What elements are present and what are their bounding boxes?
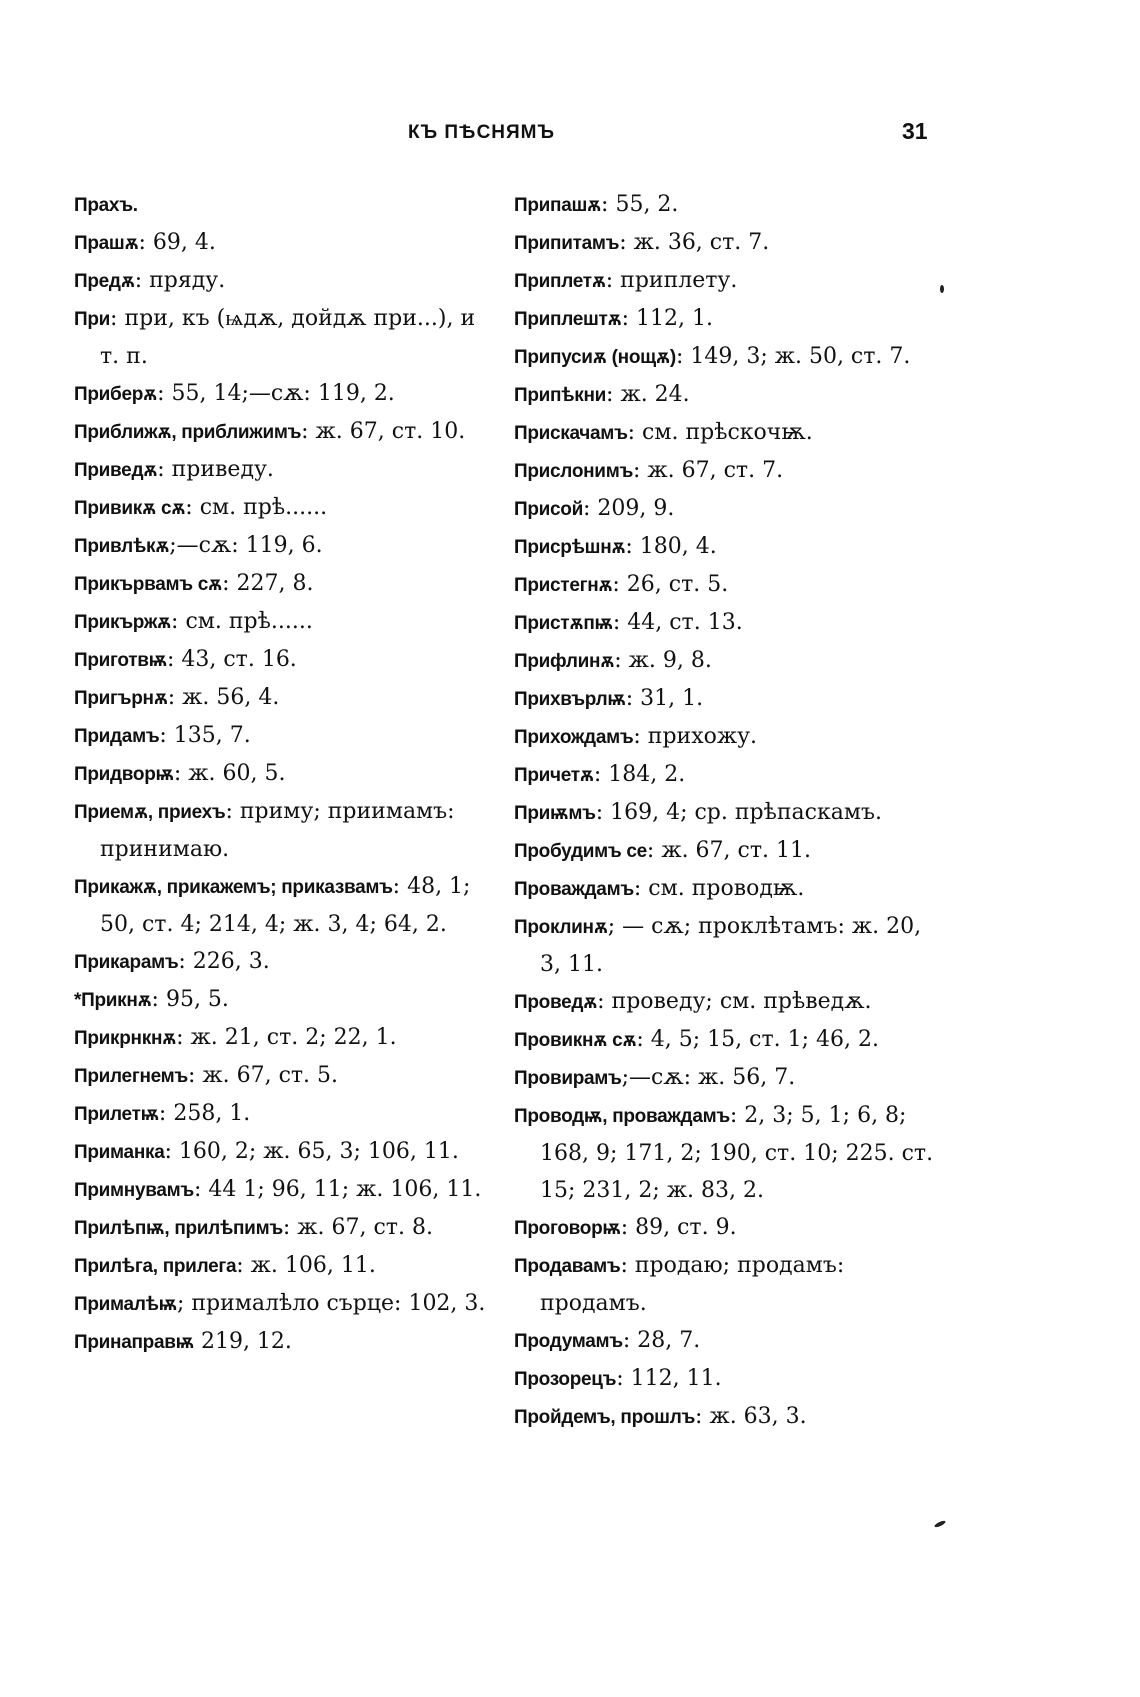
left-column: [74, 186, 494, 1361]
entry-headword: Прикрнкнѫ: [74, 1028, 177, 1049]
entry-definition: : 55, 14;—сѫ: 119, 2.: [157, 381, 395, 406]
dictionary-entry: [74, 1057, 494, 1095]
entry-definition: 219, 12.: [193, 1329, 292, 1354]
entry-headword: Проклинѫ: [514, 917, 608, 938]
dictionary-entry: [74, 603, 494, 641]
entry-headword: Припѣкни: [514, 385, 607, 406]
entry-headword: Приплештѫ: [514, 309, 622, 330]
page-header: [0, 118, 1140, 152]
entry-headword: Привикѫ сѫ: [74, 498, 186, 519]
dictionary-entry: [514, 566, 944, 604]
entry-headword: Примнувамъ: [74, 1180, 194, 1201]
entry-definition: : 26, ст. 5.: [612, 572, 729, 597]
entry-headword: Прашѫ: [74, 233, 139, 254]
dictionary-entry: [514, 262, 944, 300]
entry-definition: : при, къ (ѩдѫ, дойдѫ при...), и т. п.: [100, 306, 476, 369]
entry-headword: Проговорѭ: [514, 1218, 621, 1239]
dictionary-entry: [514, 186, 944, 224]
entry-definition: ;—сѫ: 119, 6.: [169, 533, 323, 558]
dictionary-entry: [514, 1322, 944, 1360]
entry-definition: ; — сѫ; проклѣтамъ: ж. 20, 3, 11.: [540, 914, 922, 977]
entry-headword: Прикържѫ: [74, 612, 172, 633]
dictionary-entry: [514, 452, 944, 490]
entry-headword: Придворѭ: [74, 764, 174, 785]
entry-definition: : 43, ст. 16.: [166, 647, 297, 672]
entry-headword: Продавамъ: [514, 1256, 621, 1277]
dictionary-entry: [74, 451, 494, 489]
dictionary-entry: [514, 1247, 944, 1322]
entry-definition: : ж. 67, ст. 11.: [646, 838, 811, 863]
entry-definition: : ж. 67, ст. 7.: [633, 458, 784, 483]
dictionary-entry: [514, 870, 944, 908]
entry-headword: Прозорецъ: [514, 1369, 617, 1390]
entry-headword: Пройдемъ, прошлъ: [514, 1407, 696, 1428]
dictionary-entry: [74, 1323, 494, 1361]
dictionary-entry: [514, 414, 944, 452]
dictionary-entry: [74, 300, 494, 375]
entry-definition: : ж. 60, 5.: [173, 761, 286, 786]
dictionary-entry: [74, 755, 494, 793]
dictionary-entry: [514, 642, 944, 680]
entry-headword: *Прикнѫ: [74, 990, 152, 1011]
dictionary-entry: [74, 1095, 494, 1133]
entry-definition: : приплету.: [605, 268, 738, 293]
dictionary-entry: [74, 1209, 494, 1247]
entry-headword: Прилетѭ: [74, 1104, 159, 1125]
entry-definition: : см. прѣ......: [185, 495, 328, 520]
dictionary-entry: [514, 832, 944, 870]
entry-definition: : 135, 7.: [159, 723, 251, 748]
dictionary-entry: [74, 565, 494, 603]
entry-definition: : 209, 9.: [583, 496, 675, 521]
entry-definition: : приму; приимамъ: принимаю.: [100, 799, 455, 862]
entry-definition: : 48, 1; 50, ст. 4; 214, 4; ж. 3, 4; 64, 2.: [100, 874, 471, 937]
dictionary-entry: [74, 262, 494, 300]
dictionary-entry: [514, 1021, 944, 1059]
entry-definition: : 28, 7.: [622, 1328, 701, 1353]
dictionary-entry: [514, 1398, 944, 1436]
entry-headword: Приѭмъ: [514, 803, 596, 824]
entry-definition: : 227, 8.: [222, 571, 314, 596]
entry-definition: : 69, 4.: [138, 230, 216, 255]
dictionary-entry: [514, 718, 944, 756]
dictionary-entry: [74, 943, 494, 981]
entry-headword: Прилегнемъ: [74, 1066, 188, 1087]
entry-headword: Приближѫ, приближимъ: [74, 422, 302, 443]
entry-definition: ; прималѣло сърце: 102, 3.: [176, 1291, 486, 1316]
dictionary-entry: [514, 1209, 944, 1247]
entry-headword: Прахъ.: [74, 195, 138, 216]
entry-headword: Придамъ: [74, 726, 160, 747]
entry-definition: : см. проводѭ.: [633, 876, 805, 901]
entry-definition: : 169, 4; ср. прѣпаскамъ.: [595, 800, 882, 825]
entry-headword: Приманка: [74, 1142, 165, 1163]
page-number: 31: [902, 118, 928, 144]
entry-headword: Пристѫпѭ: [514, 613, 613, 634]
entry-definition: : ж. 63, 3.: [695, 1404, 807, 1429]
dictionary-entry: [74, 1285, 494, 1323]
entry-definition: : 44 1; 96, 11; ж. 106, 11.: [193, 1177, 482, 1202]
dictionary-entry: [74, 868, 494, 943]
dictionary-entry: [74, 793, 494, 868]
dictionary-entry: [514, 756, 944, 794]
entry-definition: : см. прѣскочѭ.: [627, 420, 813, 445]
entry-headword: Прифлинѫ: [514, 651, 615, 672]
entry-headword: Причетѫ: [514, 765, 594, 786]
entry-headword: Прискачамъ: [514, 423, 628, 444]
running-title: КЪ ПѢСНЯМЪ: [408, 122, 556, 143]
entry-headword: Припашѫ: [514, 195, 602, 216]
dictionary-entry: [514, 1360, 944, 1398]
entry-headword: При: [74, 309, 111, 330]
entry-definition: : 55, 2.: [601, 192, 679, 217]
dictionary-entry: [514, 680, 944, 718]
dictionary-entry: [74, 1133, 494, 1171]
entry-definition: : приведу.: [157, 457, 274, 482]
dictionary-entry: [514, 224, 944, 262]
entry-headword: Прислонимъ: [514, 461, 633, 482]
dictionary-entry: [74, 527, 494, 565]
entry-definition: : 112, 1.: [621, 306, 713, 331]
entry-definition: : 226, 3.: [178, 949, 270, 974]
entry-definition: : см. прѣ......: [171, 609, 313, 634]
dictionary-entry: [74, 1247, 494, 1285]
dictionary-entry: [514, 1097, 944, 1209]
entry-headword: Присрѣшнѫ: [514, 537, 626, 558]
entry-definition: : 112, 11.: [616, 1366, 722, 1391]
entry-headword: Прилѣпѭ, прилѣпимъ: [74, 1218, 283, 1239]
entry-definition: : ж. 67, ст. 5.: [187, 1063, 339, 1088]
dictionary-entry: [74, 1171, 494, 1209]
dictionary-entry: [74, 224, 494, 262]
entry-definition: : 4, 5; 15, ст. 1; 46, 2.: [636, 1027, 880, 1052]
entry-definition: : ж. 9, 8.: [614, 648, 712, 673]
entry-definition: : 2, 3; 5, 1; 6, 8; 168, 9; 171, 2; 190, ст. 10; 225. ст. 15; 231, 2; ж. 83, 2.: [540, 1103, 934, 1203]
entry-headword: Прикарамъ: [74, 952, 179, 973]
dictionary-entry: [514, 528, 944, 566]
entry-headword: Прикървамъ сѫ: [74, 574, 223, 595]
entry-definition: : ж. 21, ст. 2; 22, 1.: [176, 1025, 397, 1050]
dictionary-entry: [74, 641, 494, 679]
entry-headword: Прикажѫ, прикажемъ; приказвамъ: [74, 877, 393, 898]
entry-headword: Привлѣкѫ: [74, 536, 170, 557]
dictionary-entry: [74, 413, 494, 451]
entry-headword: Провирамъ: [514, 1068, 622, 1089]
entry-definition: : ж. 106, 11.: [236, 1253, 376, 1278]
entry-headword: Принаправѭ: [74, 1332, 194, 1353]
entry-definition: : 89, ст. 9.: [620, 1215, 737, 1240]
dictionary-entry: [514, 300, 944, 338]
entry-headword: Пробудимъ се: [514, 841, 647, 862]
entry-definition: : 149, 3; ж. 50, ст. 7.: [675, 344, 911, 369]
dictionary-entry: [514, 794, 944, 832]
entry-headword: Предѫ: [74, 271, 135, 292]
entry-definition: : 184, 2.: [593, 762, 686, 787]
dictionary-entry: [514, 983, 944, 1021]
dictionary-entry: [74, 1019, 494, 1057]
entry-definition: : ж. 36, ст. 7.: [619, 230, 770, 255]
entry-headword: Прихождамъ: [514, 727, 634, 748]
dictionary-entry: [74, 981, 494, 1019]
dictionary-entry: [514, 604, 944, 642]
dictionary-entry: [74, 679, 494, 717]
entry-definition: : 258, 1.: [158, 1101, 251, 1126]
dictionary-entry: [514, 908, 944, 983]
entry-definition: : ж. 67, ст. 10.: [301, 419, 466, 444]
entry-headword: Проваждамъ: [514, 879, 634, 900]
entry-definition: : 160, 2; ж. 65, 3; 106, 11.: [164, 1139, 459, 1164]
entry-definition: : проведу; см. прѣведѫ.: [597, 989, 872, 1014]
entry-definition: : пряду.: [134, 268, 226, 293]
entry-headword: Проводѭ, проваждамъ: [514, 1106, 730, 1127]
dictionary-entry: [514, 1059, 944, 1097]
entry-definition: : ж. 24.: [606, 382, 690, 407]
dictionary-entry: [514, 490, 944, 528]
entry-definition: ;—сѫ: ж. 56, 7.: [621, 1065, 796, 1090]
dictionary-entry: [74, 717, 494, 755]
entry-definition: : 95, 5.: [151, 987, 229, 1012]
entry-headword: Припитамъ: [514, 233, 620, 254]
print-speck: [934, 1520, 947, 1529]
entry-headword: Приведѫ: [74, 460, 158, 481]
entry-definition: : прихожу.: [633, 724, 758, 749]
print-speck: [940, 285, 944, 293]
entry-headword: Присой: [514, 499, 583, 520]
entry-headword: Прималѣѭ: [74, 1294, 177, 1315]
entry-headword: Продумамъ: [514, 1331, 623, 1352]
entry-headword: Провикнѫ сѫ: [514, 1030, 637, 1051]
entry-definition: : 180, 4.: [625, 534, 717, 559]
dictionary-entry: [74, 375, 494, 413]
entry-headword: Приемѫ, приехъ: [74, 802, 226, 823]
dictionary-entry: [74, 489, 494, 527]
dictionary-entry: [514, 376, 944, 414]
entry-definition: : ж. 67, ст. 8.: [282, 1215, 433, 1240]
right-column: [514, 186, 944, 1436]
entry-definition: : 31, 1.: [625, 686, 704, 711]
dictionary-entry: [514, 338, 944, 376]
entry-definition: : ж. 56, 4.: [167, 685, 280, 710]
entry-headword: Припусиѫ (нощѫ): [514, 347, 676, 368]
entry-headword: Прихвърлѭ: [514, 689, 626, 710]
entry-headword: Пристегнѫ: [514, 575, 613, 596]
entry-headword: Приберѫ: [74, 384, 158, 405]
entry-headword: Прилѣга, прилега: [74, 1256, 237, 1277]
dictionary-entry: [74, 186, 494, 224]
entry-headword: Проведѫ: [514, 992, 598, 1013]
entry-headword: Пригърнѫ: [74, 688, 168, 709]
entry-definition: : продаю; продамъ: продамъ.: [540, 1253, 845, 1316]
entry-definition: : 44, ст. 13.: [612, 610, 743, 635]
entry-headword: Приготвѭ: [74, 650, 167, 671]
entry-headword: Приплетѫ: [514, 271, 606, 292]
